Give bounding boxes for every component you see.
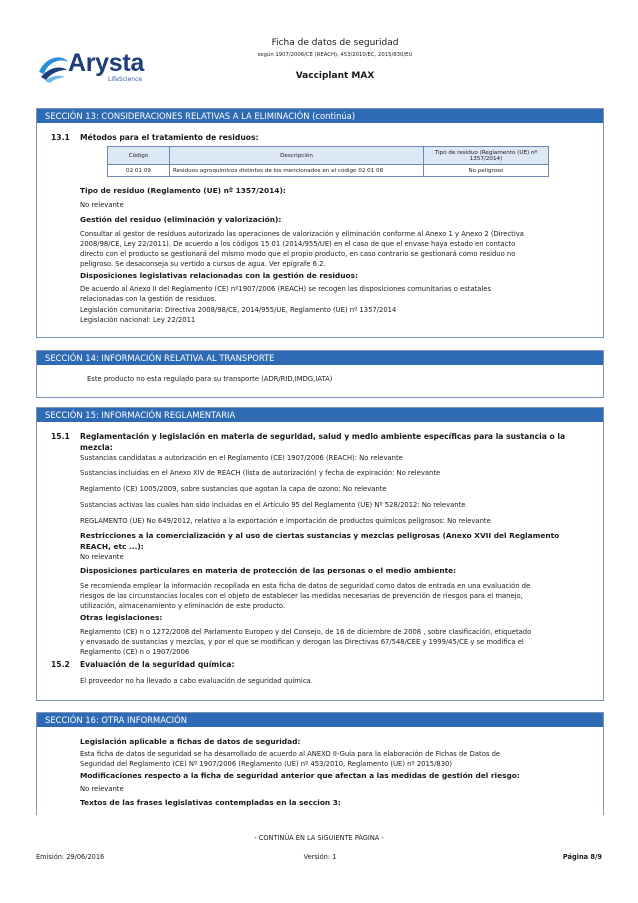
regulation-item: Reglamento (CE) 1005/2009, sobre sustancias que agotan la capa de ozono: No relevante	[80, 485, 387, 493]
paragraph-line: Legislación comunitaria: Directiva 2008/98/CE, 2014/955/UE, Reglamento (UE) nº 1357/2014	[80, 306, 397, 314]
paragraph-line: peligroso. Se desaconseja su vertido a cursos de agua. Ver epígrafe 6.2.	[80, 260, 326, 268]
paragraph-line: directo con el producto se gestionará del mismo modo que el propio producto, en caso contrario se gestionará como residuo no	[80, 250, 516, 258]
paragraph-line: 2008/98/CE, Ley 22/2011). De acuerdo a los códigos 15 01 (2014/955/UE) en el caso de que el envase haya estado en contacto	[80, 240, 516, 248]
paragraph-line: utilización, almacenamiento y eliminación de este producto.	[80, 602, 286, 610]
section-13	[36, 108, 604, 338]
table-header-cell: Descripción	[170, 147, 424, 165]
paragraph-line: Se recomienda emplear la información recopilada en esta ficha de datos de seguridad como datos de entrada en una evaluación de	[80, 582, 531, 590]
waste-management-heading: Gestión del residuo (eliminación y valorización):	[80, 215, 282, 224]
chemical-safety-note: El proveedor no ha llevado a cabo evaluación de seguridad química.	[80, 677, 313, 685]
section-16-title: SECCIÓN 16: OTRA INFORMACIÓN	[37, 713, 603, 727]
table-header-cell: Código	[108, 147, 170, 165]
page-number: Página 8/9	[562, 853, 602, 861]
product-name: Vacciplant MAX	[295, 71, 375, 81]
paragraph-line: relacionadas con la gestión de residuos.	[80, 295, 217, 303]
paragraph-line: riesgos de las circunstancias locales con el objeto de establecer las medidas necesarias de prevención de riesgos para el manejo,	[80, 592, 523, 600]
waste-code-table	[107, 146, 549, 177]
subsection-number: 15.1	[51, 432, 70, 441]
subsection-number: 15.2	[51, 660, 70, 669]
subsection-heading: Reglamentación y legislación en materia de seguridad, salud y medio ambiente específicas para la sustancia o la	[80, 432, 566, 441]
version-label: Versión: 1	[303, 853, 337, 861]
regulation-line: según 1907/2006/CE (REACH), 453/2010/EC, 2015/830/EU	[257, 52, 413, 58]
paragraph-line: Reglamento (CE) n o 1272/2008 del Parlamento Europeo y del Consejo, de 16 de diciembre de 2008 , sobre clasificación, etiquetado	[80, 628, 532, 636]
waste-type-heading: Tipo de residuo (Reglamento (UE) nº 1357/2014):	[80, 186, 286, 195]
regulation-item: Sustancias incluidas en el Anexo XIV de REACH (lista de autorización) y fecha de expiración: No relevante	[80, 469, 441, 477]
continues-notice: - CONTINÚA EN LA SIGUIENTE PÁGINA -	[254, 834, 384, 842]
regulation-item: Sustancias candidatas a autorización en el Reglamento (CE) 1907/2006 (REACH): No relevante	[80, 454, 403, 462]
paragraph-line: y envasado de sustancias y mezclas, y por el que se modifican y derogan las Directivas 67/548/CEE y 1999/45/CE y se modifica el	[80, 638, 524, 646]
legislative-texts-heading: Textos de las frases legislativas contempladas en la seccion 3:	[80, 798, 341, 807]
restrictions-heading-cont: REACH, etc ...):	[80, 542, 144, 551]
document-title: Ficha de datos de seguridad	[271, 38, 399, 48]
table-row	[108, 165, 549, 177]
table-cell: 02 01 09	[108, 165, 170, 177]
modifications-value: No relevante	[80, 785, 124, 793]
table-header-cell: Tipo de residuo (Reglamento (UE) nº 1357/2014)	[424, 147, 549, 165]
paragraph-line: Legislación nacional: Ley 22/2011	[80, 316, 196, 324]
regulation-item: REGLAMENTO (UE) No 649/2012, relativo a la exportación e importación de productos químicos peligrosos: No relevante	[80, 517, 491, 525]
table-cell: No peligroso	[424, 165, 549, 177]
restrictions-heading: Restricciones a la comercialización y al uso de ciertas sustancias y mezclas peligrosas (Anexo XVII del Reglamento	[80, 531, 560, 540]
paragraph-line: Consultar al gestor de residuos autorizado las operaciones de valorización y eliminación conforme al Anexo 1 y Anexo 2 (Directiva	[80, 230, 524, 238]
transport-note: Este producto no esta regulado para su transporte (ADR/RID,IMDG,IATA)	[87, 375, 333, 383]
table-header-row	[108, 147, 549, 165]
section-15-title: SECCIÓN 15: INFORMACIÓN REGLAMENTARIA	[37, 408, 603, 422]
logo-subtitle: LifeScience	[108, 76, 143, 83]
section-14	[36, 350, 604, 398]
paragraph-line: Seguridad del Reglamento (CE) Nº 1907/2006 (Reglamento (UE) nº 453/2010, Reglamento (UE) nº 2015/830)	[80, 760, 453, 768]
particular-provisions-heading: Disposiciones particulares en materia de protección de las personas o el medio ambiente:	[80, 566, 457, 575]
subsection-heading: Evaluación de la seguridad química:	[80, 660, 235, 669]
legislation-heading: Disposiciones legislativas relacionadas con la gestión de residuos:	[80, 271, 358, 280]
section-15	[36, 407, 604, 701]
logo-swirl-icon	[36, 50, 70, 84]
other-legislation-heading: Otras legislaciones:	[80, 613, 163, 622]
paragraph-line: Esta ficha de datos de seguridad se ha desarrollado de acuerdo al ANEXO II-Guía para la elaboración de Fichas de Datos de	[80, 750, 501, 758]
table-cell: Residuos agroquímicos distintos de los mencionados en el código 02 01 08	[170, 165, 424, 177]
issue-date: Emisión: 29/06/2016	[36, 853, 105, 861]
modifications-heading: Modificaciones respecto a la ficha de seguridad anterior que afectan a las medidas de gestión del riesgo:	[80, 771, 520, 780]
logo-wordmark: Arysta	[68, 49, 145, 77]
subsection-heading-cont: mezcla:	[80, 443, 113, 452]
paragraph-line: Reglamento (CE) n o 1907/2006	[80, 648, 190, 656]
restrictions-value: No relevante	[80, 553, 124, 561]
paragraph-line: De acuerdo al Anexo II del Reglamento (CE) nº1907/2006 (REACH) se recogen las disposiciones comunitarias o estatales	[80, 285, 492, 293]
subsection-number: 13.1	[51, 133, 70, 142]
sds-legislation-heading: Legislación aplicable a fichas de datos de seguridad:	[80, 737, 301, 746]
regulation-item: Sustancias activas las cuales han sido incluidas en el Artículo 95 del Reglamento (UE) Nº 528/2012: No relevante	[80, 501, 466, 509]
waste-type-value: No relevante	[80, 201, 124, 209]
subsection-heading: Métodos para el tratamiento de residuos:	[80, 133, 259, 142]
section-16	[36, 712, 604, 815]
company-logo	[36, 47, 156, 87]
section-14-title: SECCIÓN 14: INFORMACIÓN RELATIVA AL TRANSPORTE	[37, 351, 603, 365]
section-13-title: SECCIÓN 13: CONSIDERACIONES RELATIVAS A LA ELIMINACIÓN (continúa)	[37, 109, 603, 123]
